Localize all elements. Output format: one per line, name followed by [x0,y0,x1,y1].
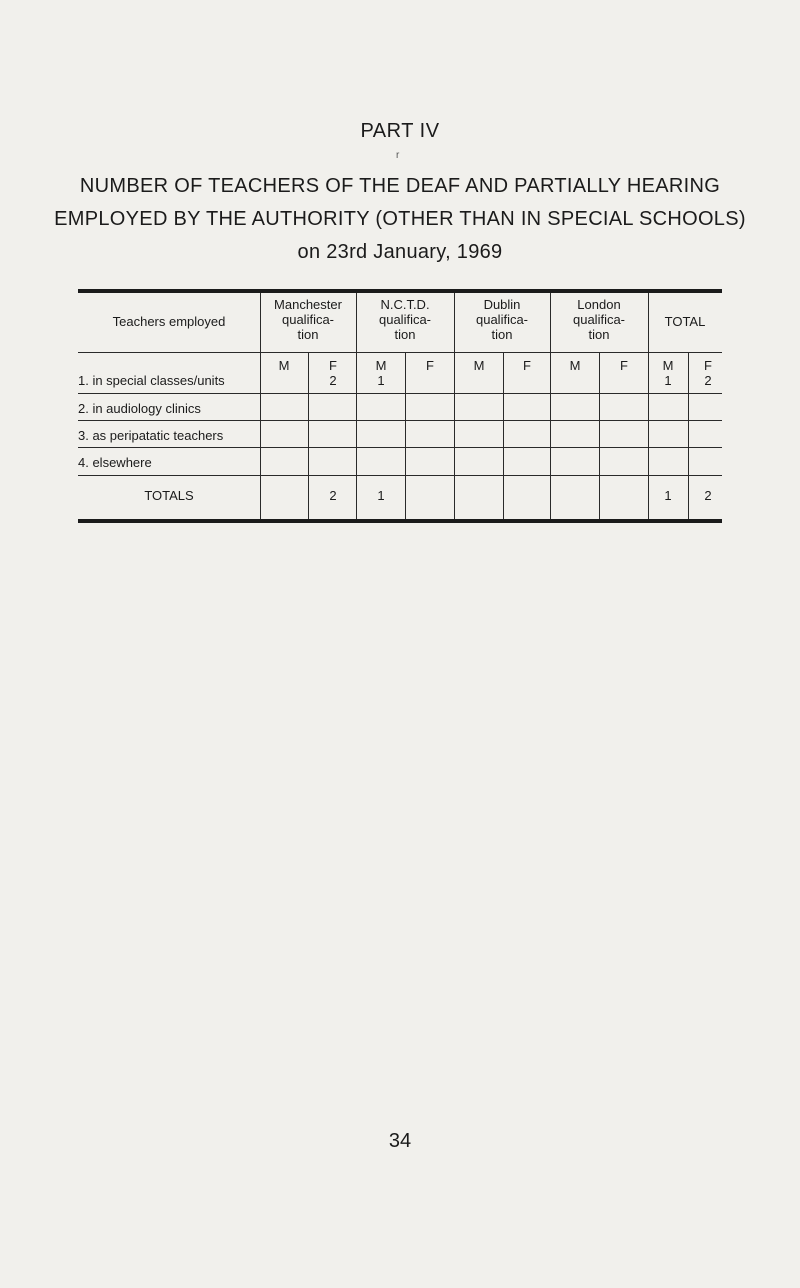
table-bottom-rule [78,519,722,523]
teachers-table [78,289,722,524]
sub-header-f: F [620,358,628,373]
row-rule [78,475,722,476]
totals-cell: 2 [329,488,337,503]
row-label-peripatetic: 3. as peripatatic teachers [78,428,224,443]
table-cell: 1 [664,373,672,388]
title-line-2: EMPLOYED BY THE AUTHORITY (OTHER THAN IN SPECIAL SCHOOLS) [54,208,746,230]
group-header-total: TOTAL [664,314,706,329]
sub-header-f: F [523,358,531,373]
sub-header-f: F [704,358,712,373]
sub-header-m: M [662,358,674,373]
group-header-dublin: Dublin qualifica- tion [475,297,529,342]
row-label-special-classes: 1. in special classes/units [78,373,225,388]
row-rule [78,447,722,448]
sub-column-divider [599,353,600,519]
teachers-employed-header: Teachers employed [112,314,226,329]
table-cell: 2 [704,373,712,388]
totals-cell: 2 [704,488,712,503]
group-header-manchester: Manchester qualifica- tion [274,297,342,342]
totals-cell: 1 [664,488,672,503]
sub-header-m: M [473,358,485,373]
table-cell: 1 [377,373,385,388]
row-rule [78,393,722,394]
group-header-london: London qualifica- tion [572,297,626,342]
totals-label: TOTALS [144,488,194,503]
sub-header-m: M [569,358,581,373]
page-number: 34 [388,1130,412,1152]
stray-mark: r [396,150,400,161]
sub-header-m: M [375,358,387,373]
title-date-line: on 23rd January, 1969 [297,241,503,263]
sub-header-f: F [329,358,337,373]
header-rule [78,352,722,353]
totals-cell: 1 [377,488,385,503]
row-rule [78,420,722,421]
table-top-rule [78,289,722,293]
title-line-1: NUMBER OF TEACHERS OF THE DEAF AND PARTIALLY HEARING [79,175,721,197]
sub-column-divider [503,353,504,519]
row-label-audiology: 2. in audiology clinics [78,401,201,416]
sub-header-m: M [278,358,290,373]
sub-column-divider [405,353,406,519]
part-heading: PART IV [360,120,440,142]
row-label-elsewhere: 4. elsewhere [78,455,152,470]
table-cell: 2 [329,373,337,388]
sub-header-f: F [426,358,434,373]
group-header-nctd: N.C.T.D. qualifica- tion [378,297,432,342]
